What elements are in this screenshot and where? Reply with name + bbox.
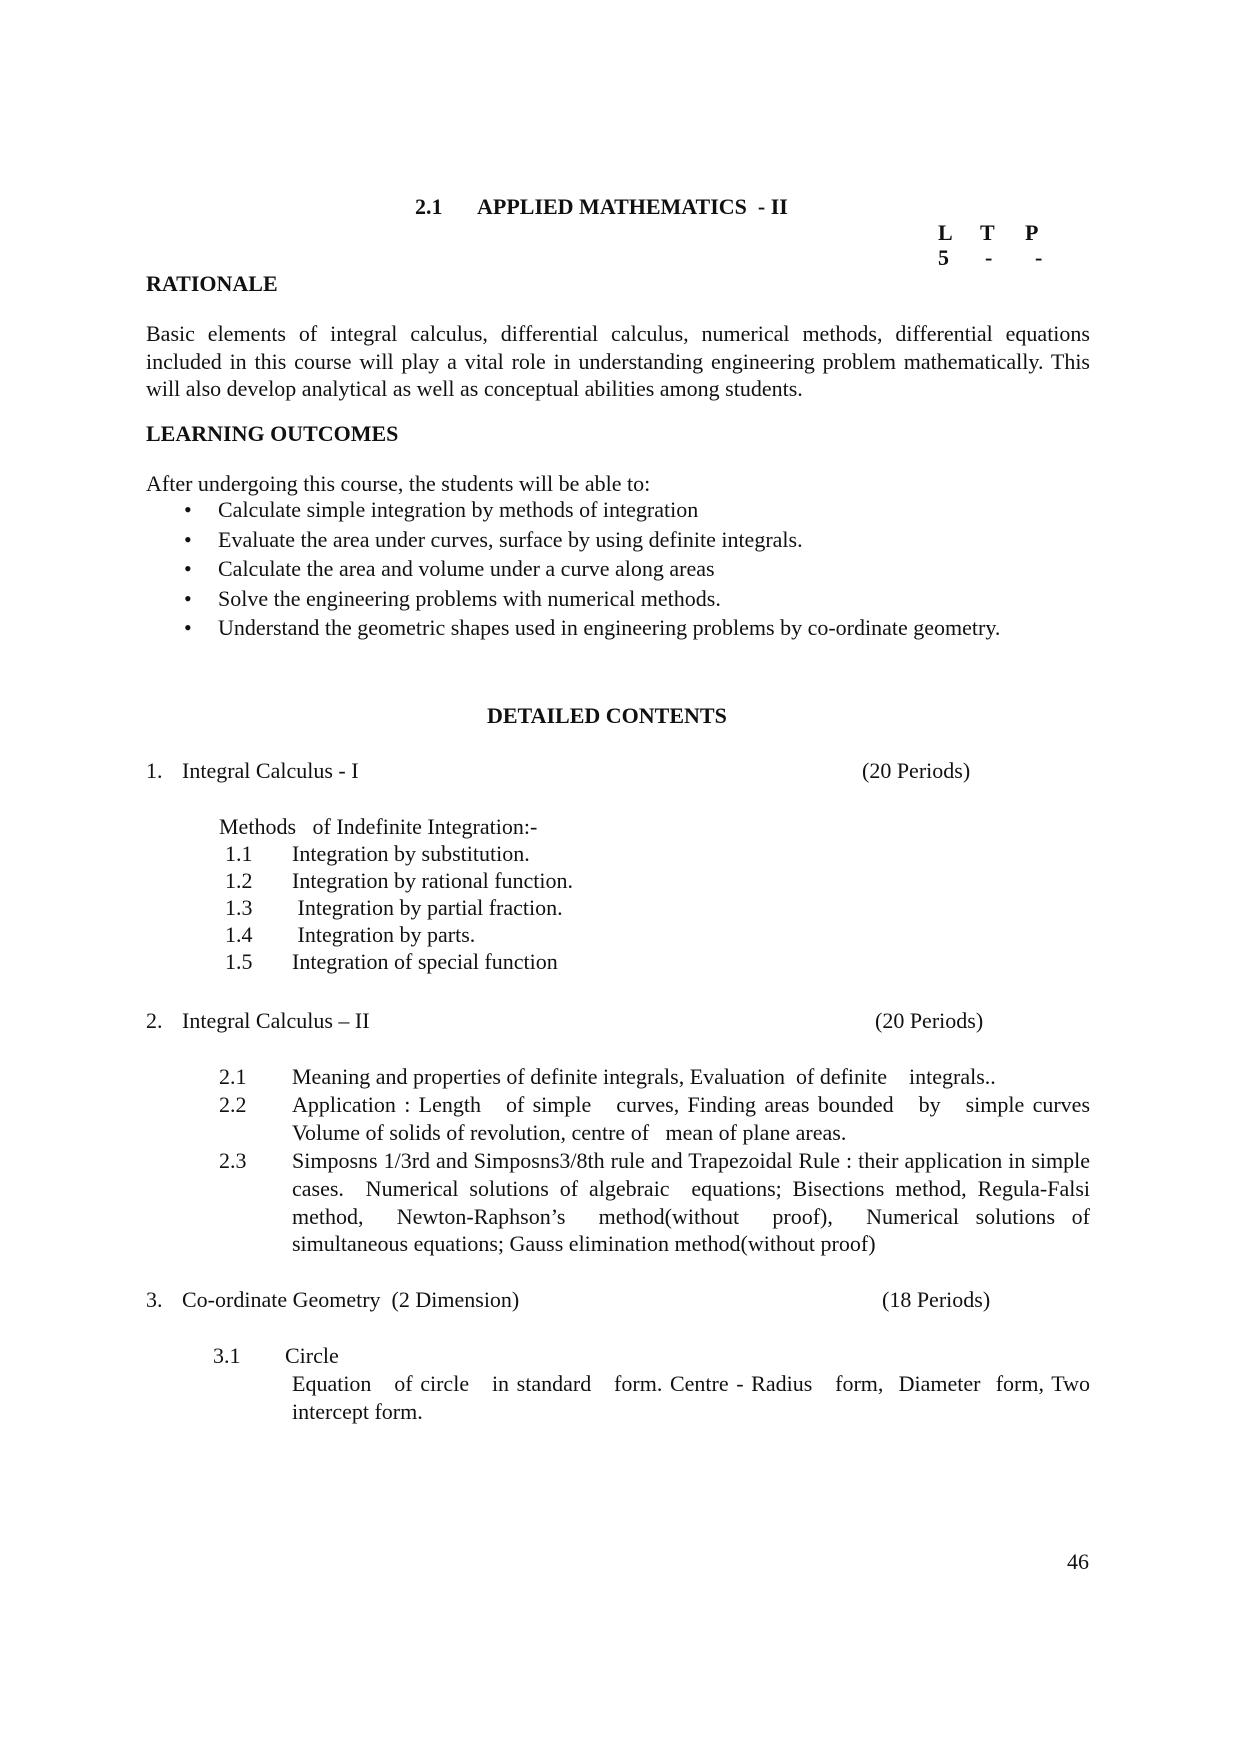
subtopic-number: 2.2 [219, 1092, 247, 1117]
course-number: 2.1 [415, 194, 443, 219]
unit-1-intro: Methods of Indefinite Integration:- [219, 814, 538, 839]
unit-3-number: 3. [146, 1287, 163, 1312]
list-item: • Calculate the area and volume under a curve along areas [184, 556, 715, 581]
unit-1-number: 1. [146, 758, 163, 783]
ltp-value-p: - [1035, 245, 1043, 270]
ltp-label-l: L [938, 220, 953, 245]
unit-2-periods: (20 Periods) [875, 1008, 984, 1033]
subtopic-number: 3.1 [213, 1343, 241, 1368]
subtopic-number: 2.3 [219, 1148, 247, 1173]
subtopic-number: 2.1 [219, 1064, 247, 1089]
page-number: 46 [1067, 1549, 1089, 1574]
unit-2-title: Integral Calculus – II [182, 1008, 370, 1033]
unit-1-periods: (20 Periods) [862, 758, 971, 783]
unit-1-title: Integral Calculus - I [182, 758, 359, 783]
subtopic-text: Simposns 1/3rd and Simposns3/8th rule and Trapezoidal Rule : their application in simple cases. Numerical solutions of algebraic equations; Bisections method, Regula-Falsi method, Newton-Raphson’s method(without proof), Numerical solutions of simultaneous equations; Gauss elimination method(without proof) [292, 1148, 1101, 1257]
ltp-value-t: - [985, 245, 993, 270]
rationale-text: Basic elements of integral calculus, differential calculus, numerical methods, differential equations included in this course will play a vital role in understanding engineering problem mathematically. This will also develop analytical as well as conceptual abilities among students. [146, 321, 1090, 401]
list-item: • Calculate simple integration by methods of integration [184, 497, 699, 522]
bullet-icon: • [184, 556, 192, 581]
subtopic-text: Application : Length of simple curves, Finding areas bounded by simple curves Volume of solids of revolution, centre of mean of plane areas. [292, 1092, 1096, 1145]
list-item: • Evaluate the area under curves, surface by using definite integrals. [184, 526, 803, 552]
subtopic-text: Meaning and properties of definite integrals, Evaluation of definite integrals.. [292, 1064, 996, 1089]
learning-outcomes-list [146, 496, 1000, 644]
rationale-heading: RATIONALE [146, 271, 278, 296]
ltp-label-t: T [980, 220, 995, 245]
unit-2-number: 2. [146, 1008, 163, 1033]
ltp-value-l: 5 [938, 245, 949, 270]
ltp-label-p: P [1025, 220, 1039, 245]
unit-3-periods: (18 Periods) [882, 1287, 991, 1312]
unit-3-title: Co-ordinate Geometry (2 Dimension) [182, 1287, 520, 1312]
list-item: • Solve the engineering problems with numerical methods. [184, 585, 721, 611]
bullet-icon: • [184, 615, 192, 640]
learning-outcomes-heading: LEARNING OUTCOMES [146, 421, 399, 446]
list-item: • Understand the geometric shapes used in engineering problems by co-ordinate geometry. [184, 615, 1001, 640]
course-title: APPLIED MATHEMATICS - II [477, 194, 788, 219]
subtopic-text: Equation of circle in standard form. Centre - Radius form, Diameter form, Two intercept form. [292, 1371, 1096, 1424]
bullet-icon: • [184, 526, 192, 552]
bullet-icon: • [184, 497, 192, 522]
learning-outcomes-intro: After undergoing this course, the students will be able to: [146, 471, 651, 496]
bullet-icon: • [184, 585, 192, 611]
detailed-contents-heading: DETAILED CONTENTS [487, 703, 727, 728]
subtopic-title: Circle [285, 1343, 339, 1368]
